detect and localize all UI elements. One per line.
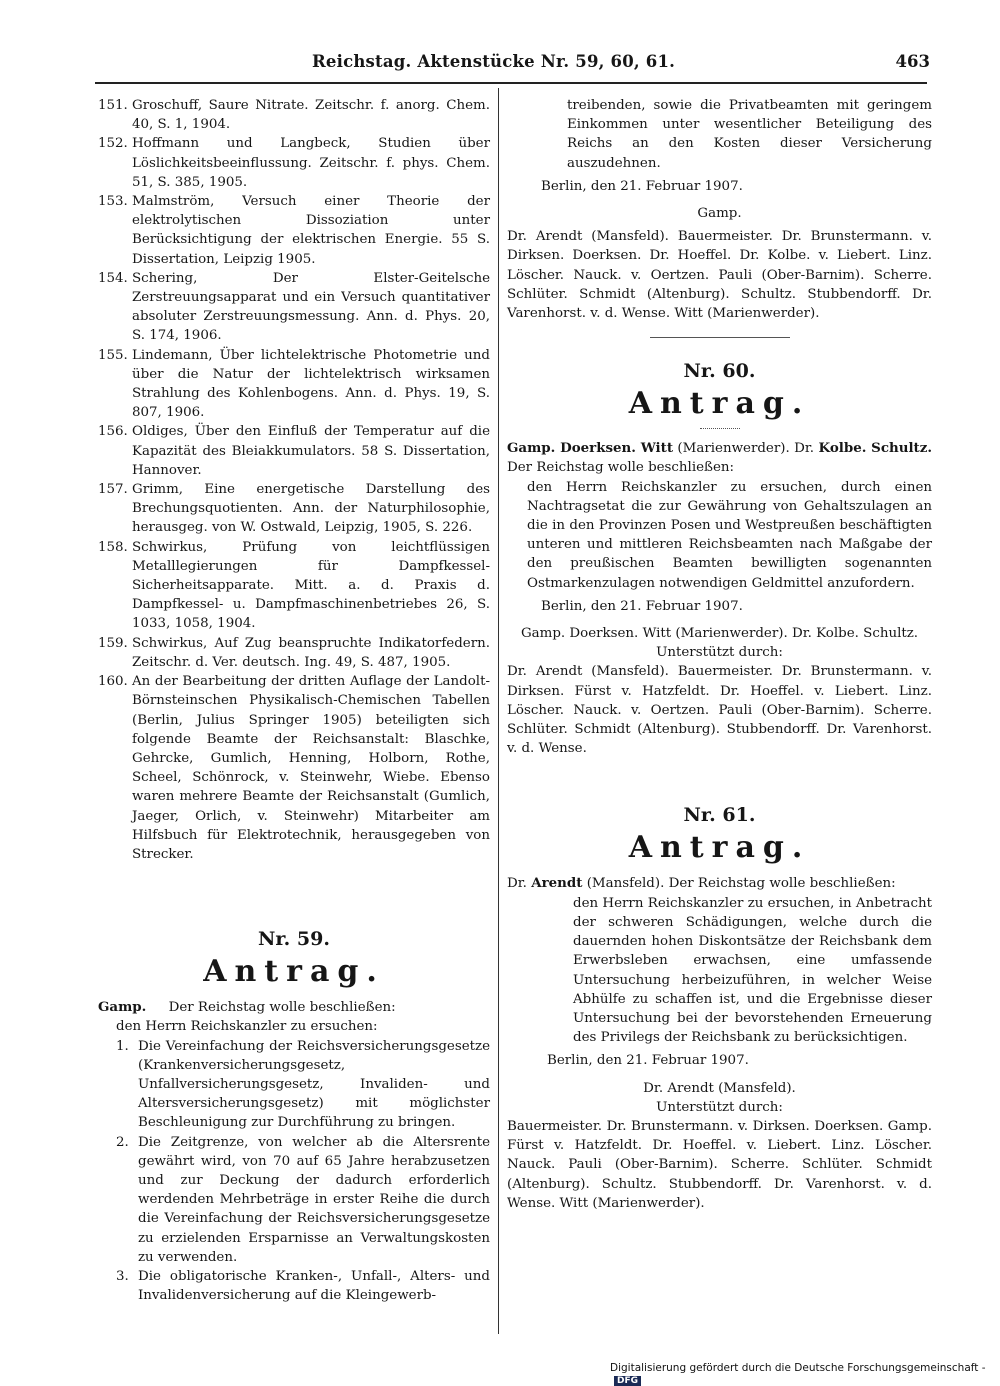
column-divider	[498, 88, 499, 1334]
nr59-item-list	[98, 1037, 490, 1306]
page-header	[300, 52, 930, 76]
nr59-mover: Gamp.	[98, 999, 147, 1016]
reference-number: 154.	[98, 270, 128, 286]
nr59-intro: Der Reichstag wolle beschließen:	[168, 1000, 396, 1016]
nr59-motion	[98, 998, 490, 1017]
nr60-movers-rest: (Marienwerder). Dr.	[677, 441, 815, 457]
motion-item	[116, 1267, 490, 1305]
right-column	[507, 96, 932, 1213]
nr60-body: den Herrn Reichskanzler zu ersuchen, durch einen Nachtragsetat die zur Gewährung von Gehaltszulagen an die in den Provinzen Posen und Westpreußen beschäftigten unteren und mittleren Reichsbeamten nach Maßgabe der den preußischen Beamten bewilligten sogenannten Ostmarkenzulagen notwendigen Geldmittel anzufordern.	[527, 479, 932, 591]
nr60-movers-bold2: Kolbe. Schultz.	[818, 440, 933, 457]
reference-number: 156.	[98, 424, 128, 440]
reference-item	[98, 269, 490, 346]
reference-list	[98, 96, 490, 864]
section-separator	[650, 337, 790, 338]
reference-text: Schwirkus, Prüfung von leichtflüssigen Metalllegierungen für Dampfkessel-Sicherheitsapparate. Mitt. a. d. Praxis d. Dampfkessel- u. Dampfmaschinenbetriebes 26, S. 1033, 1058, 1904.	[132, 539, 490, 632]
reference-number: 160.	[98, 674, 128, 690]
running-title: Reichstag. Aktenstücke Nr. 59, 60, 61.	[312, 52, 676, 71]
title-ornament	[700, 428, 740, 429]
left-column	[98, 96, 490, 1305]
motion-item-number: 1.	[116, 1038, 129, 1054]
reference-item	[98, 134, 490, 192]
reference-item	[98, 192, 490, 269]
page-number: 463	[895, 52, 930, 71]
motion-item-number: 2.	[116, 1134, 129, 1150]
nr60-motion	[507, 439, 932, 477]
reference-text: Malmström, Versuch einer Theorie der elektrolytischen Dissoziation unter Berücksichtigung der elektrischen Energie. 55 S. Dissertation, Leipzig 1905.	[132, 194, 490, 267]
reference-text: Lindemann, Über lichtelektrische Photometrie und über die Natur der lichtelektrisch wirksamen Strahlung des Kohlenbogens. Ann. d. Phys. 19, S. 807, 1906.	[132, 347, 490, 421]
motion-item	[116, 1037, 490, 1133]
motion-item-text: Die Zeitgrenze, von welcher ab die Altersrente gewährt wird, von 70 auf 65 Jahre herabzusetzen und zur Deckung der dadurch erforderlich werdenden Mehrbeträge in erster Reihe die durch die Vereinfachung der Reichsversicherungsgesetze zu erzielenden Ersparnisse an Verwaltungskosten zu verwenden.	[138, 1134, 490, 1265]
reference-text: Oldiges, Über den Einfluß der Temperatur auf die Kapazität des Bleiakkumulators. 58 S. Dissertation, Hannover.	[132, 424, 490, 478]
nr59-title: Antrag.	[203, 954, 385, 990]
nr61-title: Antrag.	[628, 830, 811, 866]
motion-item-number: 3.	[116, 1268, 129, 1284]
motion-item-text: Die Vereinfachung der Reichsversicherungsgesetze (Krankenversicherungsgesetz, Unfallversicherungsgesetz, Invaliden- und Altersversicherungsgesetz) mit möglichster Beschleunigung zur Durchführung zu bringen.	[138, 1038, 490, 1131]
nr59-supporters: Dr. Arendt (Mansfeld). Bauermeister. Dr. Brunstermann. v. Dirksen. Doerksen. Dr. Hoeffel. Dr. Kolbe. v. Liebert. Linz. Löscher. Nauck. v. Oertzen. Pauli (Ober-Barnim). Scherre. Schlüter. Schmidt (Altenburg). Schultz. Stubbendorff. Dr. Varenhorst. v. d. Wense. Witt (Marienwerder).	[507, 229, 932, 322]
reference-text: Grimm, Eine energetische Darstellung des Brechungsquotienten. Ann. der Naturphilosophie, herausgeg. von W. Ostwald, Leipzig, 1905, S. 226.	[132, 482, 490, 536]
nr61-signer: Dr. Arendt (Mansfeld).	[643, 1080, 796, 1096]
nr59-continuation: treibenden, sowie die Privatbeamten mit geringem Einkommen unter wesentlicher Beteiligung des Reichs an den Kosten dieser Versicherung auszudehnen.	[567, 98, 932, 171]
nr59-signer: Gamp.	[697, 206, 742, 222]
reference-number: 159.	[98, 635, 128, 651]
nr60-movers: Gamp. Doerksen. Witt	[507, 440, 674, 457]
reference-item	[98, 96, 490, 134]
reference-number: 157.	[98, 482, 128, 498]
reference-text: Groschuff, Saure Nitrate. Zeitschr. f. anorg. Chem. 40, S. 1, 1904.	[132, 98, 490, 133]
reference-item	[98, 346, 490, 423]
reference-number: 158.	[98, 539, 128, 555]
nr61-date: Berlin, den 21. Februar 1907.	[547, 1053, 749, 1069]
nr61-mover-rest: (Mansfeld). Der Reichstag wolle beschließen:	[586, 876, 896, 892]
nr61-supported-label: Unterstützt durch:	[656, 1099, 783, 1115]
reference-number: 152.	[98, 136, 128, 152]
reference-item	[98, 422, 490, 480]
nr60-supporters: Dr. Arendt (Mansfeld). Bauermeister. Dr. Brunstermann. v. Dirksen. Fürst v. Hatzfeldt. Dr. Hoeffel. v. Liebert. Linz. Löscher. Nauck. v. Oertzen. Pauli (Ober-Barnim). Scherre. Schlüter. Schmidt (Altenburg). Stubbendorff. Dr. Varenhorst. v. d. Wense.	[507, 664, 932, 757]
nr61-supporters: Bauermeister. Dr. Brunstermann. v. Dirksen. Doerksen. Gamp. Fürst v. Hatzfeldt. Dr. Hoeffel. v. Liebert. Linz. Löscher. Nauck. Pauli (Ober-Barnim). Scherre. Schlüter. Schmidt (Altenburg). Schultz. Stubbendorff. Dr. Varenhorst. v. d. Wense. Witt (Marienwerder).	[507, 1118, 932, 1211]
nr61-motion	[507, 874, 932, 893]
reference-text: Schering, Der Elster-Geitelsche Zerstreuungsapparat und ein Versuch quantitativer absoluter Zerstreuungsmessung. Ann. d. Phys. 20, S. 174, 1906.	[132, 270, 490, 344]
reference-item	[98, 634, 490, 672]
dfg-logo: DFG	[614, 1376, 641, 1386]
reference-text: An der Bearbeitung der dritten Auflage der Landolt-Börnsteinschen Physikalisch-Chemischen Tabellen (Berlin, Julius Springer 1905) beteiligten sich folgende Beamte der Reichsanstalt: Blaschke, Gehrcke, Gumlich, Henning, Holborn, Rothe, Scheel, Schönrock, v. Steinwehr, Wiebe. Ebenso waren mehrere Beamte der Reichsanstalt (Gumlich, Jaeger, Orlich, v. Steinwehr) Mitarbeiter am Hilfsbuch für Elektrotechnik, herausgegeben von Strecker.	[132, 674, 490, 862]
nr61-mover-prefix: Dr.	[507, 876, 527, 892]
reference-number: 153.	[98, 194, 128, 210]
nr60-signers: Gamp. Doerksen. Witt (Marienwerder). Dr. Kolbe. Schultz.	[520, 626, 919, 642]
nr59-request: den Herrn Reichskanzler zu ersuchen:	[116, 1019, 378, 1035]
nr60-date: Berlin, den 21. Februar 1907.	[541, 598, 743, 614]
digitization-footer	[610, 1362, 1000, 1386]
header-rule	[95, 82, 927, 84]
nr61-heading: Nr. 61.	[683, 804, 756, 827]
reference-item	[98, 672, 490, 864]
reference-number: 155.	[98, 347, 128, 363]
nr60-supported-label: Unterstützt durch:	[656, 645, 783, 661]
reference-item	[98, 480, 490, 538]
footer-text: Digitalisierung gefördert durch die Deutsche Forschungsgemeinschaft -	[610, 1362, 986, 1374]
nr59-heading: Nr. 59.	[258, 928, 330, 951]
nr60-title: Antrag.	[628, 386, 811, 422]
motion-item	[116, 1133, 490, 1267]
reference-text: Schwirkus, Auf Zug beanspruchte Indikatorfedern. Zeitschr. d. Ver. deutsch. Ing. 49, S. 487, 1905.	[132, 635, 490, 670]
reference-number: 151.	[98, 98, 128, 113]
nr60-heading: Nr. 60.	[683, 360, 756, 383]
nr60-intro: Der Reichstag wolle beschließen:	[507, 460, 735, 476]
nr59-date: Berlin, den 21. Februar 1907.	[541, 178, 743, 194]
reference-text: Hoffmann und Langbeck, Studien über Löslichkeitsbeeinflussung. Zeitschr. f. phys. Chem. 51, S. 385, 1905.	[132, 136, 490, 190]
nr61-mover: Arendt	[531, 875, 583, 892]
nr61-body: den Herrn Reichskanzler zu ersuchen, in Anbetracht der schweren Schädigungen, welche durch die dauernden hohen Diskontsätze der Reichsbank dem Erwerbsleben erwachsen, eine umfassende Untersuchung herbeizuführen, in welcher Weise Abhülfe zu schaffen ist, und die Ergebnisse dieser Untersuchung bei der bevorstehenden Erneuerung des Privilegs der Reichsbank zu berücksichtigen.	[573, 895, 932, 1046]
reference-item	[98, 538, 490, 634]
motion-item-text: Die obligatorische Kranken-, Unfall-, Alters- und Invalidenversicherung auf die Kleingewerb-	[138, 1268, 490, 1304]
